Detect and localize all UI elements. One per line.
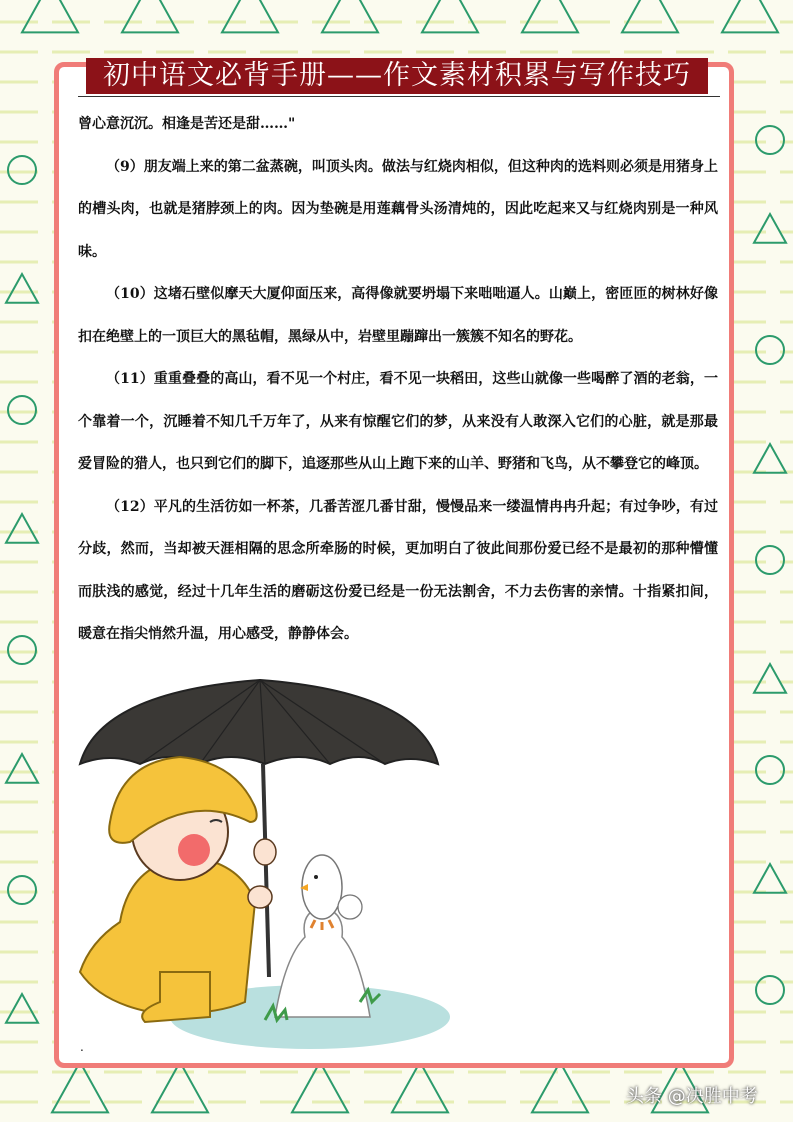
triangle-outline-icon bbox=[754, 664, 786, 693]
triangle-outline-icon bbox=[754, 444, 786, 473]
watermark-text: 头条 @决胜中考 bbox=[626, 1086, 758, 1107]
triangle-outline-icon bbox=[622, 0, 678, 32]
triangle-outline-icon bbox=[292, 1062, 348, 1112]
triangle-outline-icon bbox=[6, 994, 38, 1023]
circle-outline-icon bbox=[8, 396, 36, 424]
triangle-outline-icon bbox=[22, 0, 78, 32]
circle-outline-icon bbox=[8, 876, 36, 904]
triangle-outline-icon bbox=[392, 1062, 448, 1112]
paragraph-12: （12）平凡的生活彷如一杯茶，几番苦涩几番甘甜，慢慢品来一缕温情冉冉升起；有过争吵，有过分歧，然而，当却被天涯相隔的思念所牵肠的时候，更加明白了彼此间那份爱已经不是最初的那种懵懂而肤浅的感觉，经过十几年生活的磨砺这份爱已经是一份无法割舍，不力去伤害的亲情。十指紧扣间，暖意在指尖悄然升温，用心感受，静静体会。 bbox=[78, 498, 718, 642]
title-underline bbox=[78, 96, 720, 97]
continuation-text: 曾心意沉沉。相逢是苦还是甜……" bbox=[78, 116, 296, 132]
triangle-outline-icon bbox=[6, 514, 38, 543]
circle-outline-icon bbox=[8, 156, 36, 184]
triangle-outline-icon bbox=[222, 0, 278, 32]
triangle-outline-icon bbox=[6, 274, 38, 303]
triangle-outline-icon bbox=[754, 214, 786, 243]
umbrella-handle bbox=[263, 764, 269, 977]
article-body bbox=[78, 103, 718, 656]
circle-outline-icon bbox=[756, 546, 784, 574]
page-title: 初中语文必背手册——作文素材积累与写作技巧 bbox=[86, 58, 708, 94]
circle-outline-icon bbox=[756, 976, 784, 1004]
circle-outline-icon bbox=[756, 126, 784, 154]
triangle-outline-icon bbox=[522, 0, 578, 32]
paragraph-11: （11）重重叠叠的高山，看不见一个村庄，看不见一块稻田，这些山就像一些喝醉了酒的老翁，一个靠着一个，沉睡着不知几千万年了，从来有惊醒它们的梦，从来没有人敢深入它们的心脏，就是那最爱冒险的猎人，也只到它们的脚下，追逐那些从山上跑下来的山羊、野猪和飞鸟，从不攀登它的峰顶。 bbox=[78, 371, 718, 472]
circle-outline-icon bbox=[8, 636, 36, 664]
triangle-outline-icon bbox=[532, 1062, 588, 1112]
circle-outline-icon bbox=[756, 336, 784, 364]
triangle-outline-icon bbox=[6, 754, 38, 783]
paragraph-9: （9）朋友端上来的第二盆蒸碗，叫顶头肉。做法与红烧肉相似，但这种肉的选料则必须是用猪身上的槽头肉，也就是猪脖颈上的肉。因为垫碗是用莲藕骨头汤清炖的，因此吃起来又与红烧肉别是一种风味。 bbox=[78, 158, 718, 260]
triangle-outline-icon bbox=[322, 0, 378, 32]
small-bird-icon bbox=[338, 895, 362, 919]
triangle-outline-icon bbox=[722, 0, 778, 32]
paragraph-10: （10）这堵石壁似摩天大厦仰面压来，高得像就要坍塌下来咄咄逼人。山巅上，密匝匝的树林好像扣在绝壁上的一顶巨大的黑毡帽，黑绿从中，岩壁里蹦蹿出一簇簇不知名的野花。 bbox=[78, 286, 718, 345]
umbrella-icon bbox=[80, 680, 438, 764]
circle-outline-icon bbox=[756, 756, 784, 784]
child-umbrella-illustration bbox=[60, 672, 460, 1062]
triangle-outline-icon bbox=[122, 0, 178, 32]
triangle-outline-icon bbox=[754, 864, 786, 893]
triangle-outline-icon bbox=[52, 1062, 108, 1112]
triangle-outline-icon bbox=[152, 1062, 208, 1112]
triangle-outline-icon bbox=[422, 0, 478, 32]
page-end-mark: . bbox=[80, 1040, 84, 1054]
